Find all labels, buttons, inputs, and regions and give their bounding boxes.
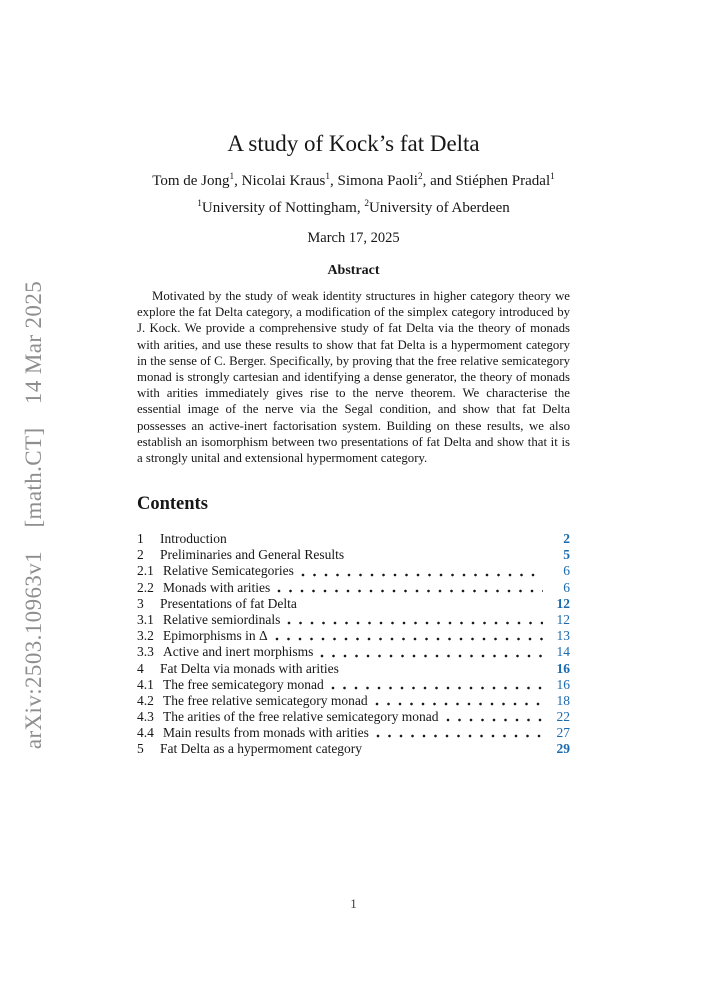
author-name: Simona Paoli	[337, 173, 418, 189]
toc-section-number: 2.2	[137, 579, 154, 595]
affiliation-name: University of Aberdeen	[369, 200, 510, 216]
date-line: March 17, 2025	[307, 230, 400, 246]
toc-section-title: Active and inert morphisms	[163, 644, 314, 660]
toc-entry	[137, 725, 570, 741]
toc-section-number: 4.1	[137, 676, 154, 692]
toc-leader-dots	[369, 751, 543, 755]
toc-section-number: 4.4	[137, 725, 154, 741]
toc-leader-dots	[304, 605, 543, 609]
toc-section-number: 3.3	[137, 644, 154, 660]
toc-leader-dots	[277, 589, 543, 593]
affiliation-mark: 1	[197, 199, 202, 209]
author-affiliation-mark: 2	[417, 172, 423, 182]
toc-section-number: 2.1	[137, 563, 154, 579]
toc-section-number: 2	[137, 547, 144, 563]
toc-section-title: Monads with arities	[163, 579, 271, 595]
toc-leader-dots	[375, 702, 543, 706]
toc-section-title: Main results from monads with arities	[163, 725, 369, 741]
toc-leader-dots	[234, 540, 543, 544]
affiliation-name: University of Nottingham	[201, 200, 357, 216]
author-affiliation-mark: 1	[229, 172, 235, 182]
toc-leader-dots	[446, 718, 544, 722]
author-line: Tom de Jong$^1$, Nicolai Kraus$^1$, Simona Paoli$^2$, and Stiéphen Pradal$^1$	[152, 172, 555, 189]
toc-section-number: 3.2	[137, 628, 154, 644]
toc-entry	[137, 580, 570, 596]
toc-entry	[137, 677, 570, 693]
toc-section-title: Relative Semicategories	[163, 563, 294, 579]
toc-section-number: 5	[137, 741, 144, 757]
toc-entry	[137, 596, 570, 612]
toc-section-title: The free semicategory monad	[163, 676, 324, 692]
contents-heading: Contents	[137, 494, 208, 514]
toc-section-title: Relative semiordinals	[163, 611, 281, 627]
toc-section-number: 4.3	[137, 709, 154, 725]
toc-leader-dots	[346, 670, 543, 674]
toc-section-title: Presentations of fat Delta	[160, 595, 297, 611]
toc-leader-dots	[376, 734, 543, 738]
toc-page-link[interactable]: 18	[556, 692, 570, 708]
toc-section-number: 4.2	[137, 692, 154, 708]
abstract-heading: Abstract	[327, 263, 380, 278]
toc-section-title: Fat Delta as a hypermoment category	[160, 741, 363, 757]
toc-section-title: The arities of the free relative semicategory monad	[163, 709, 439, 725]
author-name: Stiéphen Pradal	[455, 173, 551, 189]
toc-entry	[137, 693, 570, 709]
toc-page-link[interactable]: 6	[563, 579, 570, 595]
toc-entry	[137, 661, 570, 677]
toc-leader-dots	[275, 637, 543, 641]
toc-page-link[interactable]: 16	[556, 660, 570, 676]
paper-title: A study of Kock’s fat Delta	[227, 131, 480, 156]
toc-section-title: Epimorphisms in Δ	[163, 628, 268, 644]
toc-leader-dots	[331, 686, 543, 690]
table-of-contents	[137, 531, 570, 758]
toc-section-title: The free relative semicategory monad	[163, 692, 368, 708]
toc-page-link[interactable]: 13	[556, 628, 570, 644]
affiliation-mark: 2	[364, 199, 369, 209]
toc-page-link[interactable]: 5	[563, 547, 570, 563]
toc-page-link[interactable]: 12	[556, 595, 570, 611]
author-name: Nicolai Kraus	[241, 173, 326, 189]
page-number: 1	[350, 896, 357, 911]
toc-page-link[interactable]: 12	[556, 611, 570, 627]
author-affiliation-mark: 1	[550, 172, 555, 182]
toc-page-link[interactable]: 29	[556, 741, 570, 757]
toc-section-number: 3.1	[137, 611, 154, 627]
author-affiliation-mark: 1	[325, 172, 331, 182]
toc-leader-dots	[351, 556, 543, 560]
toc-entry	[137, 531, 570, 547]
toc-entry	[137, 563, 570, 579]
toc-section-number: 3	[137, 595, 144, 611]
toc-entry	[137, 709, 570, 725]
arxiv-stamp: arXiv:2503.10963v1 [math.CT] 14 Mar 2025	[21, 280, 46, 750]
toc-entry	[137, 547, 570, 563]
toc-leader-dots	[320, 654, 543, 658]
toc-section-number: 1	[137, 531, 144, 546]
author-name: Tom de Jong	[152, 173, 230, 189]
toc-section-number: 4	[137, 660, 144, 676]
toc-entry	[137, 628, 570, 644]
toc-section-title: Fat Delta via monads with arities	[160, 660, 339, 676]
toc-entry	[137, 644, 570, 660]
affiliation-line: $^1$University of Nottingham, $^2$University of Aberdeen	[197, 199, 510, 216]
toc-leader-dots	[301, 573, 543, 577]
toc-section-title: Introduction	[160, 531, 227, 546]
toc-page-link[interactable]: 27	[556, 725, 570, 741]
toc-leader-dots	[287, 621, 543, 625]
toc-page-link[interactable]: 22	[556, 709, 570, 725]
toc-entry	[137, 612, 570, 628]
toc-entry	[137, 741, 570, 757]
abstract-text: Motivated by the study of weak identity structures in higher category theory we explore the fat Delta category, a modification of the simplex category introduced by J. Kock. We provide a comprehensive study of fat Delta via the theory of monads with arities, and use these results to show that fat Delta is a hypermoment category in the sense of C. Berger. Specifically, by proving that the free relative semicategory monad is strongly cartesian and identifying a dense generator, the theory of monads with arities immediately gives rise to the nerve theorem. We characterise the essential image of the nerve via the Segal condition, and show that fat Delta possesses an active-inert factorisation system. Building on these results, we also establish an isomorphism between two presentations of fat Delta and show that it is a strongly unital and extensional hypermoment category.	[137, 289, 570, 466]
toc-section-title: Preliminaries and General Results	[160, 547, 345, 563]
toc-page-link[interactable]: 6	[563, 563, 570, 579]
toc-page-link[interactable]: 16	[556, 676, 570, 692]
toc-page-link[interactable]: 14	[556, 644, 570, 660]
toc-page-link[interactable]: 2	[563, 531, 570, 546]
